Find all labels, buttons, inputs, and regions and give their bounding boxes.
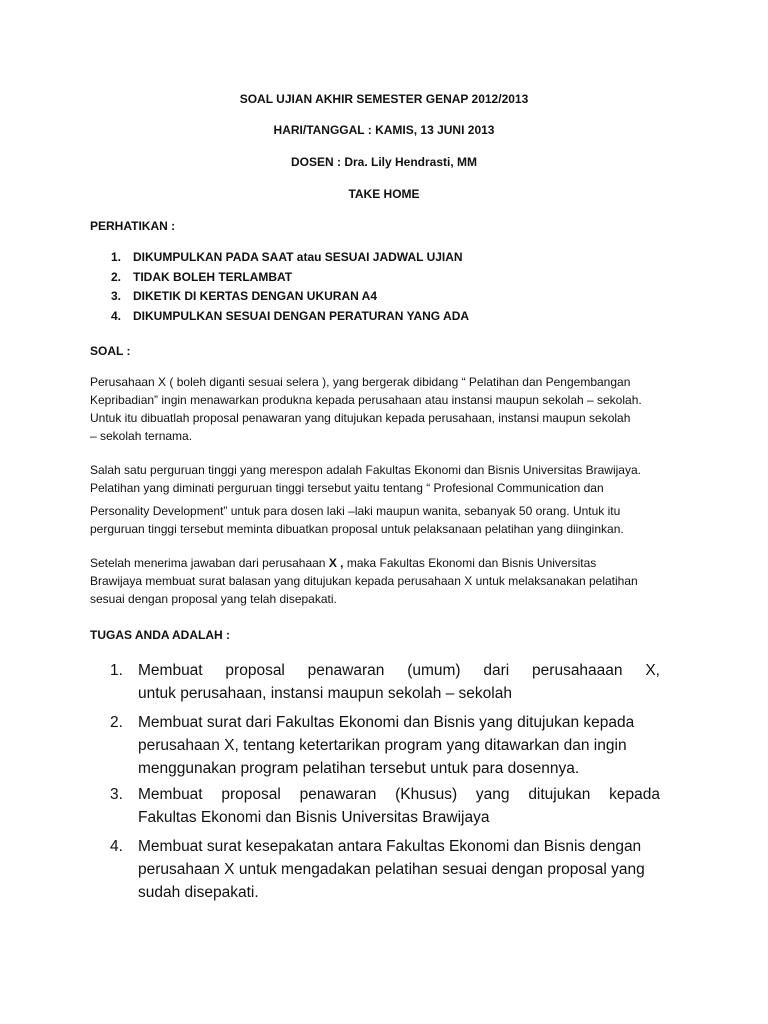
notice-item-number: 3. xyxy=(111,289,122,303)
notice-item-number: 2. xyxy=(111,269,122,284)
task-line: perusahaan X untuk mengadakan pelatihan sesuai dengan proposal yang xyxy=(138,861,645,878)
task-number: 4. xyxy=(110,838,123,855)
notice-item-text: TIDAK BOLEH TERLAMBAT xyxy=(133,269,293,284)
tasks-heading: TUGAS ANDA ADALAH : xyxy=(90,628,230,642)
paragraph-line: Brawijaya membuat surat balasan yang ditujukan kepada perusahaan X untuk melaksanakan pelatihan xyxy=(90,574,638,588)
paragraph-line: Salah satu perguruan tinggi yang merespon adalah Fakultas Ekonomi dan Bisnis Universitas Brawijaya. xyxy=(90,463,641,477)
notice-item xyxy=(90,269,469,289)
paragraph-line: perguruan tinggi tersebut meminta dibuatkan proposal untuk pelaksanaan pelatihan yang diinginkan. xyxy=(90,522,624,536)
soal-paragraph-1 xyxy=(90,373,680,445)
paragraph-line: sesuai dengan proposal yang telah disepakati. xyxy=(90,592,337,606)
paragraph-text: maka Fakultas Ekonomi dan Bisnis Universitas xyxy=(343,556,597,570)
paragraph-text: Setelah menerima jawaban dari perusahaan xyxy=(90,556,329,570)
paragraph-line: Pelatihan yang diminati perguruan tinggi tersebut yaitu tentang “ Profesional Communication dan xyxy=(90,481,604,495)
soal-paragraph-2 xyxy=(90,461,680,538)
soal-paragraph-3 xyxy=(90,554,680,608)
notice-item xyxy=(90,249,469,269)
notice-item-number: 1. xyxy=(111,250,122,264)
task-number: 2. xyxy=(110,714,123,731)
notice-item-text: DIKUMPULKAN SESUAI DENGAN PERATURAN YANG ADA xyxy=(133,308,470,323)
paragraph-line: Perusahaan X ( boleh diganti sesuai selera ), yang bergerak dibidang “ Pelatihan dan Pengembangan xyxy=(90,375,631,389)
task-line: sudah disepakati. xyxy=(138,884,259,901)
task-line: Membuat proposal penawaran (umum) dari perusahaaan X, xyxy=(138,662,660,679)
paragraph-line: – sekolah ternama. xyxy=(90,429,193,443)
task-number: 1. xyxy=(110,662,123,679)
exam-lecturer: DOSEN : Dra. Lily Hendrasti, MM xyxy=(290,155,478,169)
task-line: untuk perusahaan, instansi maupun sekolah – sekolah xyxy=(138,685,512,702)
task-line: Fakultas Ekonomi dan Bisnis Universitas Brawijaya xyxy=(138,809,490,826)
soal-heading: SOAL : xyxy=(90,344,131,358)
notice-list xyxy=(90,249,469,327)
task-number: 3. xyxy=(110,786,123,803)
task-line: Membuat surat kesepakatan antara Fakultas Ekonomi dan Bisnis dengan xyxy=(138,838,642,855)
task-line: Membuat surat dari Fakultas Ekonomi dan Bisnis yang ditujukan kepada xyxy=(138,714,635,731)
company-name-bold: X , xyxy=(328,556,344,570)
paragraph-line: Kepribadian” ingin menawarkan produkna kepada perusahaan atau instansi maupun sekolah – sekolah. xyxy=(90,393,642,407)
task-line: Membuat proposal penawaran (Khusus) yang ditujukan kepada xyxy=(138,786,660,803)
paragraph-line: Untuk itu dibuatlah proposal penawaran yang ditujukan kepada perusahaan, instansi maupun sekolah xyxy=(90,411,631,425)
exam-title: SOAL UJIAN AKHIR SEMESTER GENAP 2012/2013 xyxy=(239,92,529,106)
notice-item-text: DIKUMPULKAN PADA SAAT atau SESUAI JADWAL UJIAN xyxy=(133,250,463,264)
task-line: perusahaan X, tentang ketertarikan program yang ditawarkan dan ingin xyxy=(138,737,627,754)
paragraph-line: Personality Development” untuk para dosen laki –laki maupun wanita, sebanyak 50 orang. Untuk itu xyxy=(90,504,621,518)
exam-date: HARI/TANGGAL : KAMIS, 13 JUNI 2013 xyxy=(273,123,495,137)
exam-mode: TAKE HOME xyxy=(348,187,420,201)
notice-item xyxy=(90,288,469,308)
notice-heading: PERHATIKAN : xyxy=(90,219,176,233)
paragraph-line xyxy=(90,554,680,572)
notice-item xyxy=(90,308,469,328)
notice-item-text: DIKETIK DI KERTAS DENGAN UKURAN A4 xyxy=(133,289,378,303)
task-line: menggunakan program pelatihan tersebut untuk para dosennya. xyxy=(138,760,580,777)
notice-item-number: 4. xyxy=(111,308,122,323)
